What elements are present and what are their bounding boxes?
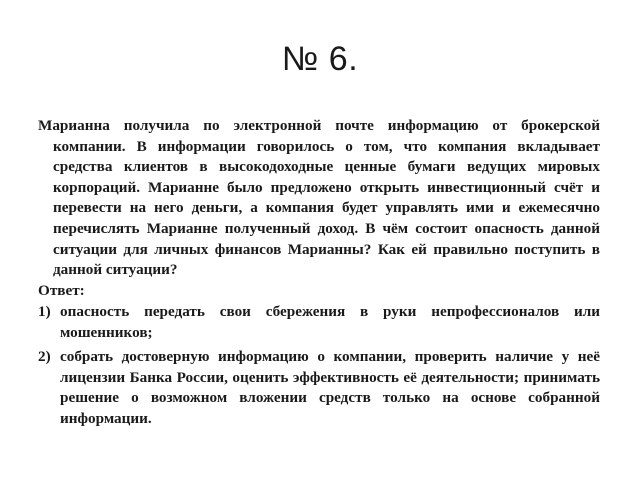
answer-item xyxy=(38,347,600,429)
answer-number: 1) xyxy=(38,303,51,320)
answer-text: опасность передать свои сбережения в руки непрофессионалов или мошенников; xyxy=(60,303,600,341)
answer-number: 2) xyxy=(38,348,51,366)
answer-text: собрать достоверную информацию о компании, проверить наличие у неё лицензии Банка России, оценить эффективность её деятельности; принимать решение о возможном вложении средств только на основе собранной информации. xyxy=(60,348,600,427)
slide-title: № 6. xyxy=(281,40,359,78)
answer-label: Ответ: xyxy=(38,282,85,299)
answer-list xyxy=(38,302,600,434)
answer-item xyxy=(38,302,600,343)
task-text: Марианна получила по электронной почте информацию от брокерской компании. В информации говорилось о том, что компания вкладывает средства клиентов в высокодоходные ценные бумаги ведущих мировых корпораций. Марианне было предложено открыть инвестиционный счёт и перевести на него деньги, а компания будет управлять ими и ежемесячно перечислять Марианне полученный доход. В чём состоит опасность данной ситуации для личных финансов Марианны? Как ей правильно поступить в данной ситуации? xyxy=(38,117,600,279)
